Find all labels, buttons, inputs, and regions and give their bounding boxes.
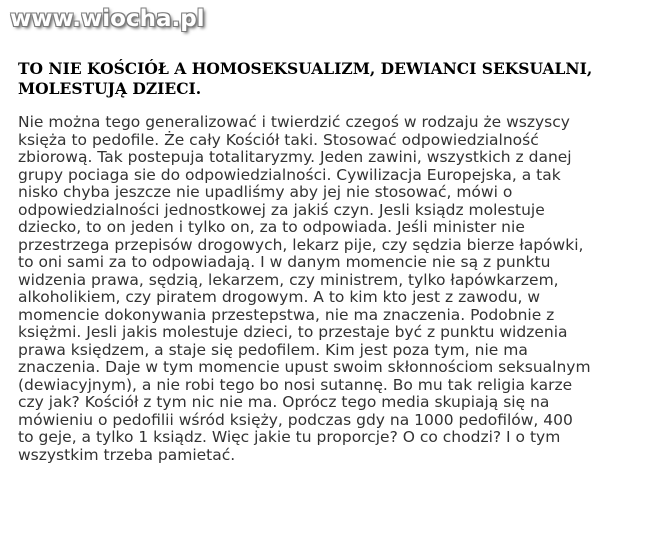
body-line: momencie dokonywania przestepstwa, nie ma znaczenia. Podobnie z — [18, 305, 555, 324]
body-line: odpowiedzialności jednostkowej za jakiś czyn. Jesli ksiądz molestuje — [18, 200, 545, 219]
body-line: to geje, a tylko 1 ksiądz. Więc jakie tu proporcje? O co chodzi? I o tym — [18, 428, 561, 446]
body-line: księżmi. Jesli jakis molestuje dzieci, to przestaje być z punktu widzenia — [18, 323, 568, 341]
body-line: to oni sami za to odpowiadają. I w danym momencie nie są z punktu — [18, 253, 551, 271]
body-line: prawa księdzem, a staje się pedofilem. Kim jest poza tym, nie ma — [18, 340, 528, 359]
body-line: czy jak? Kościół z tym nic nie ma. Oprócz tego media skupiają się na — [18, 393, 550, 411]
body-line: widzenia prawa, sędzią, lekarzem, czy ministrem, tylko łapówkarzem, — [18, 270, 559, 289]
body-line: przestrzega przepisów drogowych, lekarz pije, czy sędzia bierze łapówki, — [18, 235, 584, 254]
body-line: mówieniu o pedofilii wśród księży, podczas gdy na 1000 pedofilów, 400 — [18, 410, 573, 429]
body-line: nisko chyba jeszcze nie upadliśmy aby jej nie stosować, mówi o — [18, 183, 513, 201]
body-line: (dewiacyjnym), a nie robi tego bo nosi sutannę. Bo mu tak religia karze — [18, 375, 573, 394]
title-line-2: MOLESTUJĄ DZIECI. — [18, 79, 202, 98]
article-body — [18, 114, 658, 464]
site-watermark-logo: www.wiocha.pl — [10, 6, 205, 32]
body-line: zbiorową. Tak postepuja totalitaryzmy. Jeden zawini, wszystkich z danej — [18, 148, 572, 166]
body-line: księża to pedofile. Że cały Kościół taki. Stosować odpowiedzialność — [18, 130, 539, 149]
body-line: grupy pociaga sie do odpowiedzialności. Cywilizacja Europejska, a tak — [18, 165, 561, 184]
article-title — [18, 59, 648, 99]
body-line: alkoholikiem, czy piratem drogowym. A to kim kto jest z zawodu, w — [18, 288, 541, 306]
body-line: znaczenia. Daje w tym momencie upust swoim skłonnościom seksualnym — [18, 358, 591, 376]
title-line-1: TO NIE KOŚCIÓŁ A HOMOSEKSUALIZM, DEWIANCI SEKSUALNI, — [18, 59, 593, 78]
body-line: wszystkim trzeba pamietać. — [18, 445, 236, 464]
body-line: dziecko, to on jeden i tylko on, za to odpowiada. Jeśli minister nie — [18, 218, 525, 236]
body-line: Nie można tego generalizować i twierdzić czegoś w rodzaju że wszyscy — [18, 113, 570, 131]
